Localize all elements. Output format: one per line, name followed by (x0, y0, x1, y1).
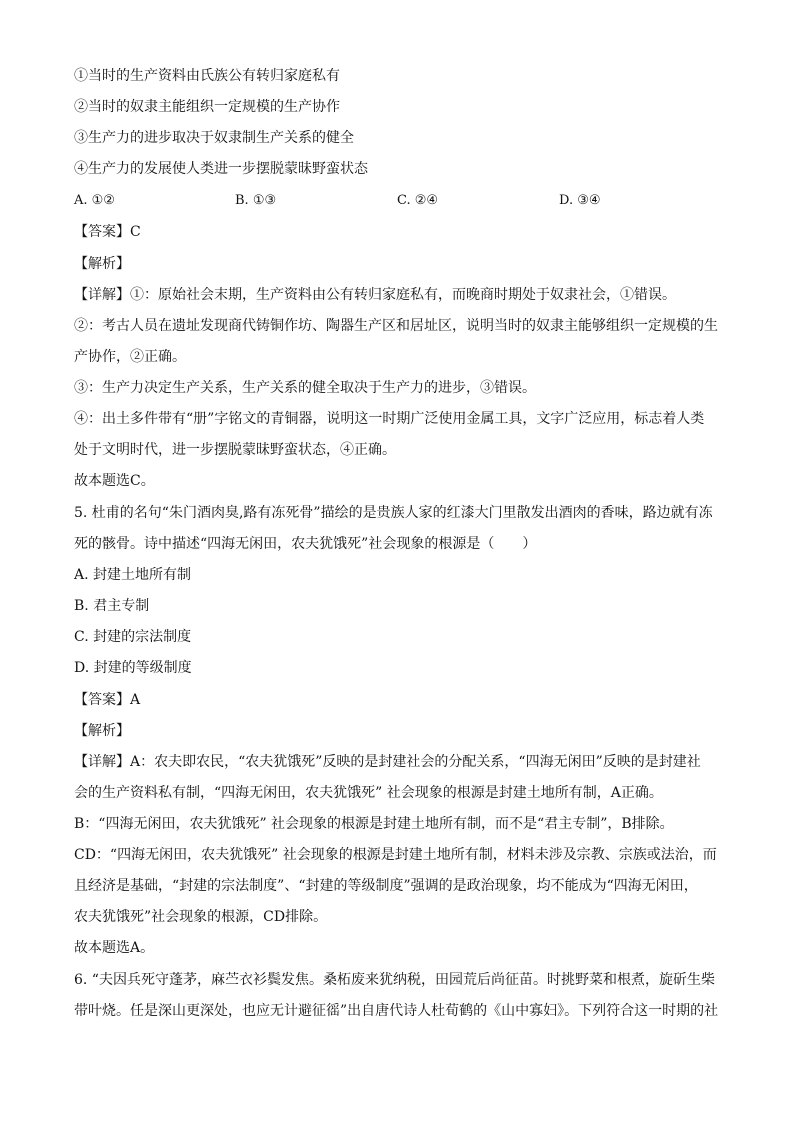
q5-option-b: B. 君主专制 (74, 598, 150, 614)
q4-option-b: B. ①③ (235, 193, 277, 208)
q4-statement-2: ②当时的奴隶主能组织一定规模的生产协作 (74, 99, 340, 115)
q5-analysis-label: 【解析】 (74, 723, 130, 739)
q5-option-d: D. 封建的等级制度 (74, 660, 192, 676)
q6-stem-line: 6. “夫因兵死守蓬茅，麻苎衣衫鬓发焦。桑柘废来犹纳税，田园荒后尚征苗。时挑野菜和根煮，旋斫生柴 (74, 972, 715, 988)
q4-detail-line: ②：考古人员在遗址发现商代铸铜作坊、陶器生产区和居址区，说明当时的奴隶主能够组织一定规模的生 (74, 318, 718, 334)
q5-detail-line: 农夫犹饿死”社会现象的根源，CD排除。 (74, 909, 328, 925)
q4-statement-1: ①当时的生产资料由氏族公有转归家庭私有 (74, 68, 340, 84)
q5-option-a: A. 封建土地所有制 (74, 567, 192, 583)
q5-answer: 【答案】A (74, 692, 141, 708)
q4-answer: 【答案】C (74, 224, 141, 240)
q5-stem-line: 5. 杜甫的名句“朱门酒肉臭,路有冻死骨”描绘的是贵族人家的红漆大门里散发出酒肉的香味，路边就有冻 (74, 505, 713, 521)
q6-stem-line: 带叶烧。任是深山更深处，也应无计避征徭”出自唐代诗人杜荀鹤的《山中寡妇》。下列符合这一时期的社 (74, 1003, 719, 1019)
q4-detail-line: 【详解】①：原始社会末期，生产资料由公有转归家庭私有，而晚商时期处于奴隶社会，①错误。 (74, 287, 676, 303)
q5-detail-line: 会的生产资料私有制，“四海无闲田，农夫犹饿死” 社会现象的根源是封建土地所有制，A正确。 (74, 785, 663, 801)
q4-detail-line: ④：出土多件带有“册”字铭文的青铜器，说明这一时期广泛使用金属工具，文字广泛应用，标志着人类 (74, 411, 705, 427)
q4-statement-4: ④生产力的发展使人类进一步摆脱蒙昧野蛮状态 (74, 161, 368, 177)
q4-option-d: D. ③④ (559, 193, 601, 208)
q5-detail-line: CD：“四海无闲田，农夫犹饿死” 社会现象的根源是封建土地所有制，材料未涉及宗教、宗族或法治，而 (74, 847, 717, 863)
q5-detail-line: 且经济是基础，“封建的宗法制度”、“封建的等级制度”强调的是政治现象，均不能成为“四海无闲田， (74, 878, 698, 894)
q5-detail-line: B：“四海无闲田，农夫犹饿死” 社会现象的根源是封建土地所有制，而不是“君主专制”，B排除。 (74, 816, 674, 832)
q5-stem-line: 死的骸骨。诗中描述“四海无闲田，农夫犹饿死”社会现象的根源是（ ） (74, 536, 537, 552)
q4-statement-3: ③生产力的进步取决于奴隶制生产关系的健全 (74, 130, 354, 146)
q4-detail-line: 产协作，②正确。 (74, 349, 186, 365)
q4-detail-line: 处于文明时代，进一步摆脱蒙昧野蛮状态，④正确。 (74, 442, 396, 458)
q4-option-a: A. ①② (74, 193, 115, 208)
q4-detail-line: 故本题选C。 (74, 473, 155, 489)
q4-analysis-label: 【解析】 (74, 256, 130, 272)
q4-detail-line: ③：生产力决定生产关系，生产关系的健全取决于生产力的进步，③错误。 (74, 380, 536, 396)
q5-detail-line: 【详解】A：农夫即农民，“农夫犹饿死”反映的是封建社会的分配关系，“四海无闲田”反映的是封建社 (74, 754, 701, 770)
q5-detail-line: 故本题选A。 (74, 940, 155, 956)
q5-option-c: C. 封建的宗法制度 (74, 629, 192, 645)
q4-option-c: C. ②④ (397, 193, 439, 208)
